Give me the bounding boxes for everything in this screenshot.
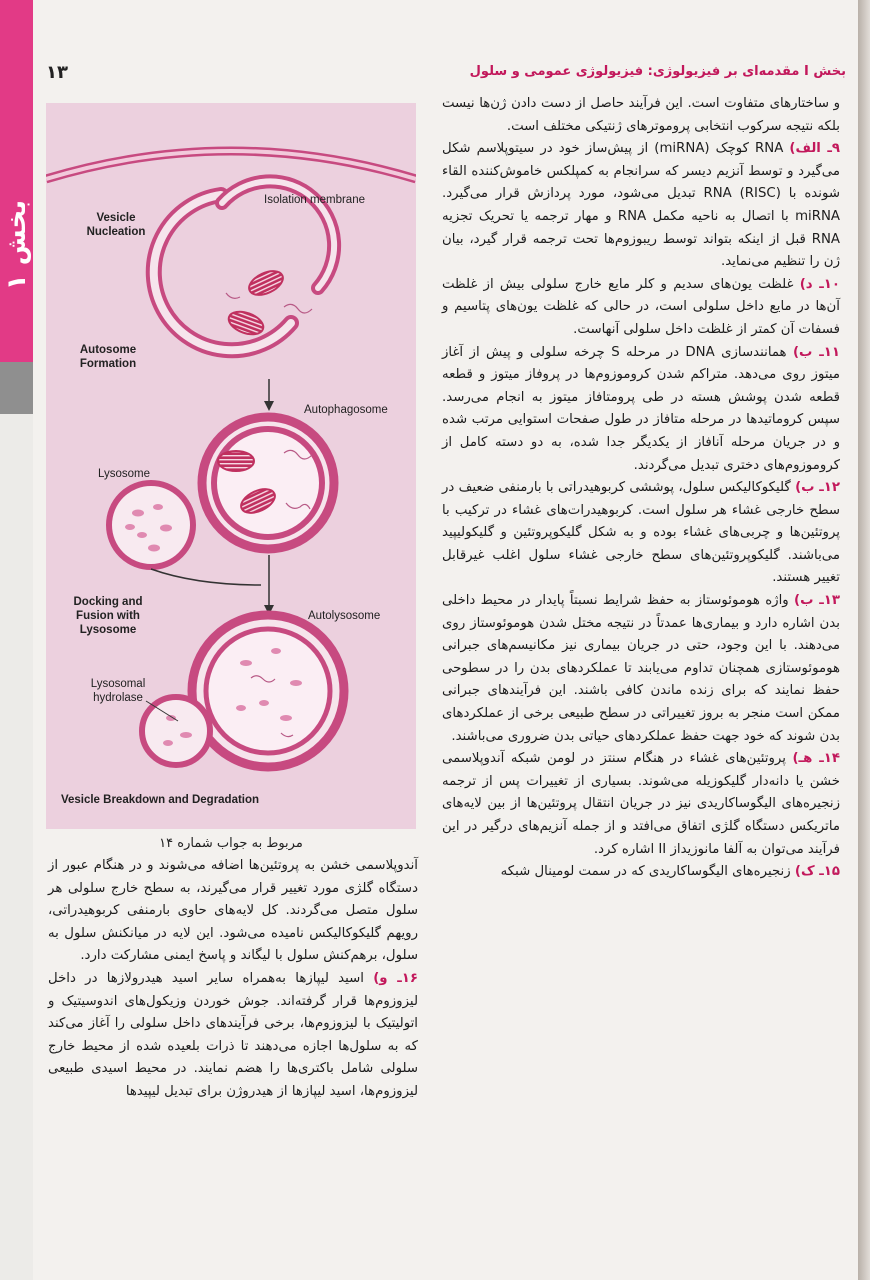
side-tab-grey-band — [0, 362, 33, 414]
label-vesicle-breakdown: Vesicle Breakdown and Degradation — [60, 794, 260, 806]
answer-12: ۱۲ـ ب) گلیکوکالیکس سلول، پوششی کربوهیدراتی با بارمنفی ضعیف در سطح خارجی غشاء هر سلول است. کربوهیدرات‌های غشاء در ترکیب با پروتئین‌ها و چربی‌های غشاء بوده و به شکل گلیکوپروتئین و گلیکولیپید می‌باشند. گلیکوپروتئین‌های سطح خارجی غشاء سلول اغلب غیرقابل تغییر هستند. — [442, 480, 840, 586]
answer-label: ۱۴ـ هـ) — [792, 751, 841, 767]
label-autolysosome: Autolysosome — [308, 610, 381, 622]
answers-column-left — [48, 855, 418, 1104]
answer-label: ۹ـ الف) — [789, 141, 840, 157]
answer-11: ۱۱ـ ب) همانندسازی DNA در مرحله S چرخه سلولی و پیش از آغاز میتوز روی می‌دهد. متراکم شدن کروموزوم‌ها در پروفاز میتوز و قطعه قطعه شدن پوشش هسته در طی پرومتافاز میتوز به انجام می‌رسد. سپس کروماتیدها در مرحله متافاز در طول صفحات استوایی مرتب شده و در جریان مرحله آنافاز از یکدیگر جدا شده، به دو دسته کامل از کروموزوم‌های دختری تبدیل می‌گردند. — [442, 344, 841, 473]
autolysosome-shape — [142, 615, 344, 767]
page-number: ۱۳ — [46, 62, 68, 83]
answer-label: ۱۰ـ د) — [799, 276, 840, 292]
isolation-membrane-shape — [154, 181, 334, 350]
autophagosome-shape — [202, 417, 334, 549]
answer-label: ۱۳ـ ب) — [794, 593, 840, 609]
paragraph: آندوپلاسمی خشن به پروتئین‌ها اضافه می‌شوند و در هنگام عبور از دستگاه گلژی مورد تغییر قرار می‌گیرند، به سطح خارج سلولی هر سلول متصل می‌گردند. کل لایه‌های حاوی بارمنفی کربوهیدراتی، رویهم گلیکوکالیکس نامیده می‌شود. این لایه در میانکنش سلول به سلول، برهم‌کنش سلول با لیگاند و پاسخ ایمنی مشارکت دارد. — [48, 858, 418, 964]
label-lysosome: Lysosome — [98, 468, 150, 480]
label-docking-fusion: Docking and Fusion with Lysosome — [73, 596, 143, 636]
answer-15: ۱۵ـ ک) زنجیره‌های الیگوساکاریدی که در سمت لومینال شبکه — [500, 864, 840, 880]
figure-caption: مربوط به جواب شماره ۱۴ — [159, 836, 303, 851]
answer-10: ۱۰ـ د) غلظت یون‌های سدیم و کلر مایع خارج سلولی بیش از غلظت آن‌ها در مایع داخل سلولی است، در حالی که غلظت یون‌های پتاسیم و فسفات آن کمتر از غلظت داخل سلولی آنهاست. — [442, 276, 840, 337]
label-autosome-formation: Autosome Formation — [79, 344, 137, 370]
answer-label: ۱۶ـ و) — [373, 970, 418, 986]
lysosome-shape — [109, 483, 193, 567]
section-side-tab — [0, 0, 33, 1280]
chapter-title: بخش I مقدمه‌ای بر فیزیولوژی: فیزیولوژی عمومی و سلول — [469, 64, 846, 79]
label-autophagosome: Autophagosome — [304, 404, 388, 416]
label-lysosomal-hydrolase: Lysosomal hydrolase — [90, 678, 146, 704]
answer-14: ۱۴ـ هـ) پروتئین‌های غشاء در هنگام سنتز در لومن شبکه آندوپلاسمی خشن یا دانه‌دار گلیکوزیله می‌شوند. بسیاری از تغییرات پس از ترجمه زنجیره‌های الیگوساکاریدی نیز در جریان انتقال پروتئین‌ها از بین لایه‌های ماتریکس دستگاه گلژی اتفاق می‌افتد و از جمله آنزیم‌های درگیر در این فرآیند می‌توان به آلفا مانوزیداز II اشاره کرد. — [442, 751, 841, 857]
answer-label: ۱۵ـ ک) — [794, 864, 840, 880]
paragraph: و ساختارهای متفاوت است. این فرآیند حاصل از دست دادن ژن‌ها نیست بلکه نتیجه سرکوب انتخابی پروموترهای ژنتیکی مختلف است. — [442, 96, 840, 134]
answer-9: ۹ـ الف) RNA کوچک (miRNA) از پیش‌ساز خود در سیتوپلاسم شکل می‌گیرد و توسط آنزیم دیسر که سرانجام به کمپلکس خاموش‌کننده القاء شونده با RNA (RISC) تبدیل می‌شود، مورد پردازش قرار می‌گیرد. miRNA با اتصال به ناحیه مکمل RNA و مهار ترجمه یا تحریک تجزیه RNA قبل از اینکه بتواند توسط ریبوزوم‌ها تحت ترجمه قرار گیرد، بیان ژن را تنظیم می‌نماید. — [442, 141, 841, 270]
label-vesicle-nucleation: Vesicle Nucleation — [86, 212, 146, 238]
answer-13: ۱۳ـ ب) واژه هوموئوستاز به حفظ شرایط نسبتاً پایدار در محیط داخلی بدن اشاره دارد و بیماری‌ها عمدتاً در نتیجه مختل شدن هوموئوستاز روی می‌دهند. با این وجود، حتی در جریان بیماری نیز مکانیسم‌های جبرانی هوموئوستازی همچنان تداوم می‌یابند تا عملکردهای بدن را در سطوحی حفظ نمایند که برای زنده ماندن کافی باشند. این فرآیندهای جبرانی ممکن است منجر به بروز تغییراتی در سطح طبیعی برخی از عملکردهای بدن شوند که خود جهت حفظ عملکردهای حیاتی بدن ضروری می‌باشند. — [442, 593, 840, 744]
answer-label: ۱۲ـ ب) — [795, 480, 840, 496]
autophagy-diagram — [46, 103, 416, 829]
side-tab-pink-band — [0, 0, 33, 362]
autophagy-figure — [46, 103, 416, 829]
answer-16: ۱۶ـ و) اسید لیپازها به‌همراه سایر اسید هیدرولازها در داخل لیزوزوم‌ها قرار گرفته‌اند. جوش خوردن وزیکول‌های اندوسیتیک و اتولیتیک با لیزوزوم‌ها، برخی فرآیندهای داخل سلولی را آغاز می‌کند که به سلول‌ها اجازه می‌دهند تا ذرات بلعیده شده از محیط خارج سلولی شامل باکتری‌ها را هضم نمایند. در محیط اسیدی طبیعی لیزوزوم‌ها، اسید لیپازها از هیدروژن برای تبدیل لیپیدها — [48, 970, 418, 1099]
label-isolation-membrane: Isolation membrane — [264, 194, 365, 206]
answers-column-right — [442, 93, 840, 884]
running-header — [46, 62, 846, 88]
side-tab-label: بخش ۱ — [2, 200, 32, 291]
page-gutter — [858, 0, 870, 1280]
answer-label: ۱۱ـ ب) — [792, 344, 841, 360]
